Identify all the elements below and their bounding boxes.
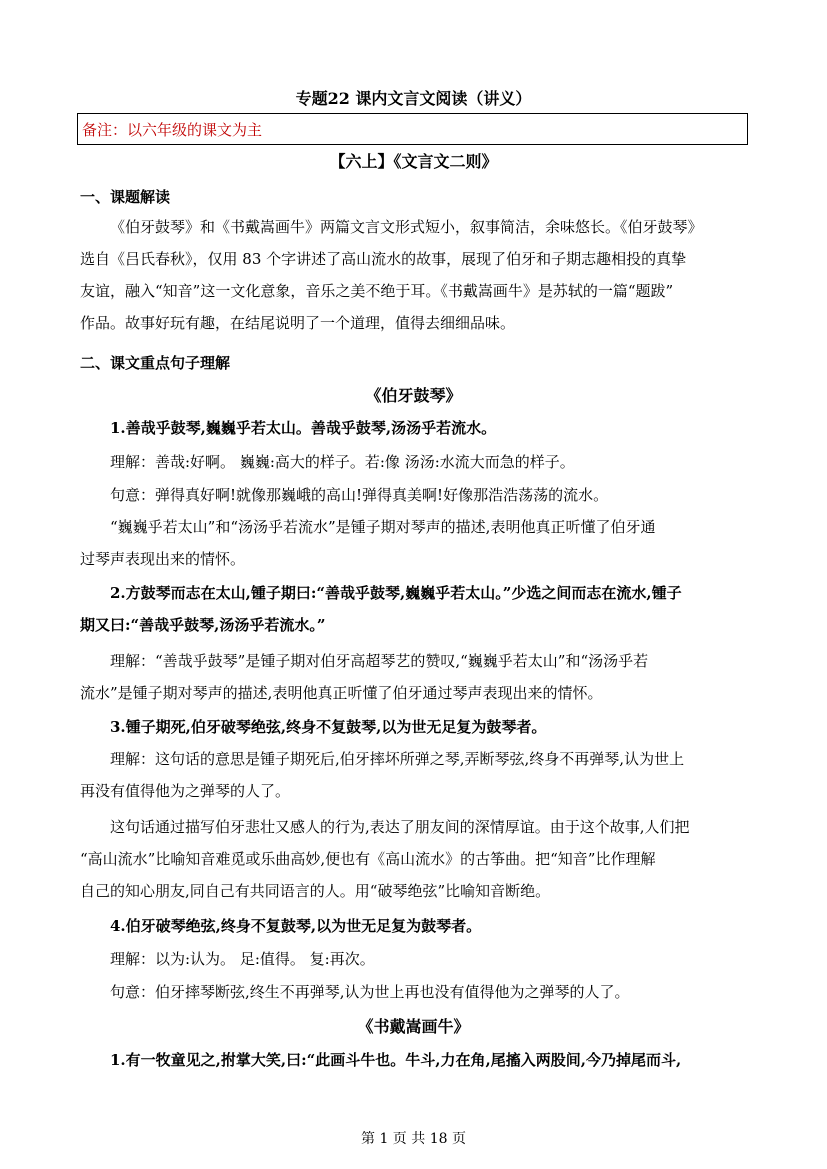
key-sentence-2-line-2: 期又曰:“善哉乎鼓琴,汤汤乎若流水。” [80, 616, 326, 634]
explanation-3 [80, 816, 755, 903]
page-footer: 第 1 页 共 18 页 [361, 1131, 466, 1147]
note-box [77, 113, 748, 145]
section-heading-2: 二、课文重点句子理解 [80, 354, 231, 372]
key-sentence-1: 1.善哉乎鼓琴,巍巍乎若太山。善哉乎鼓琴,汤汤乎若流水。 [110, 419, 497, 437]
explanation-3-line-2: “高山流水”比喻知音难觅或乐曲高妙,便也有《高山流水》的古筝曲。把“知音”比作理解 [80, 850, 656, 868]
key-sentence-2 [80, 582, 755, 637]
intro-line-1: 《伯牙鼓琴》和《书戴嵩画牛》两篇文言文形式短小，叙事简洁，余味悠长。《伯牙鼓琴》 [110, 218, 703, 236]
key-sentence-5: 1.有一牧童见之,拊掌大笑,曰:“此画斗牛也。牛斗,力在角,尾搐入两股间,今乃掉尾而斗, [110, 1051, 682, 1069]
understand-1: 理解：善哉:好啊。 巍巍:高大的样子。若:像 汤汤:水流大而急的样子。 [110, 453, 575, 471]
section-heading-1: 一、课题解读 [80, 188, 171, 206]
comment-1 [80, 516, 755, 571]
document-title: 专题22 课内文言文阅读（讲义） [295, 89, 532, 108]
lesson-title: 【六上】《文言文二则》 [329, 152, 498, 171]
comment-1-line-1: “巍巍乎若太山”和“汤汤乎若流水”是锺子期对琴声的描述,表明他真正听懂了伯牙通 [110, 518, 656, 536]
explanation-3-line-1: 这句话通过描写伯牙悲壮又感人的行为,表达了朋友间的深情厚谊。由于这个故事,人们把 [110, 818, 690, 836]
intro-paragraph [80, 216, 755, 335]
understand-2 [80, 650, 755, 705]
understand-3-line-1: 理解：这句话的意思是锺子期死后,伯牙摔坏所弹之琴,弄断琴弦,终身不再弹琴,认为世上 [110, 750, 685, 768]
note-text: 备注：以六年级的课文为主 [82, 121, 263, 139]
subtitle-boya: 《伯牙鼓琴》 [365, 386, 462, 405]
intro-line-3: 友谊，融入“知音”这一文化意象，音乐之美不绝于耳。《书戴嵩画牛》是苏轼的一篇“题跋” [80, 282, 674, 300]
understand-2-line-2: 流水”是锺子期对琴声的描述,表明他真正听懂了伯牙通过琴声表现出来的情怀。 [80, 684, 603, 702]
intro-line-2: 选自《吕氏春秋》，仅用 83 个字讲述了高山流水的故事，展现了伯牙和子期志趣相投的真挚 [80, 250, 687, 268]
understand-2-line-1: 理解：“善哉乎鼓琴”是锺子期对伯牙高超琴艺的赞叹,“巍巍乎若太山”和“汤汤乎若 [110, 652, 649, 670]
meaning-4: 句意：伯牙摔琴断弦,终生不再弹琴,认为世上再也没有值得他为之弹琴的人了。 [110, 983, 630, 1001]
key-sentence-3: 3.锺子期死,伯牙破琴绝弦,终身不复鼓琴,以为世无足复为鼓琴者。 [110, 718, 547, 736]
understand-3-line-2: 再没有值得他为之弹琴的人了。 [80, 782, 291, 800]
key-sentence-4: 4.伯牙破琴绝弦,终身不复鼓琴,以为世无足复为鼓琴者。 [110, 917, 482, 935]
intro-line-4: 作品。故事好玩有趣，在结尾说明了一个道理，值得去细细品味。 [80, 314, 516, 332]
understand-3 [80, 748, 755, 803]
understand-4: 理解：以为:认为。 足:值得。 复:再次。 [110, 950, 375, 968]
subtitle-daisong: 《书戴嵩画牛》 [357, 1017, 470, 1036]
explanation-3-line-3: 自己的知心朋友,同自己有共同语言的人。用“破琴绝弦”比喻知音断绝。 [80, 882, 551, 900]
meaning-1: 句意：弹得真好啊!就像那巍峨的高山!弹得真美啊!好像那浩浩荡荡的流水。 [110, 486, 609, 504]
key-sentence-2-line-1: 2.方鼓琴而志在太山,锺子期曰:“善哉乎鼓琴,巍巍乎若太山。”少选之间而志在流水,锺子 [110, 584, 682, 602]
comment-1-line-2: 过琴声表现出来的情怀。 [80, 550, 246, 568]
